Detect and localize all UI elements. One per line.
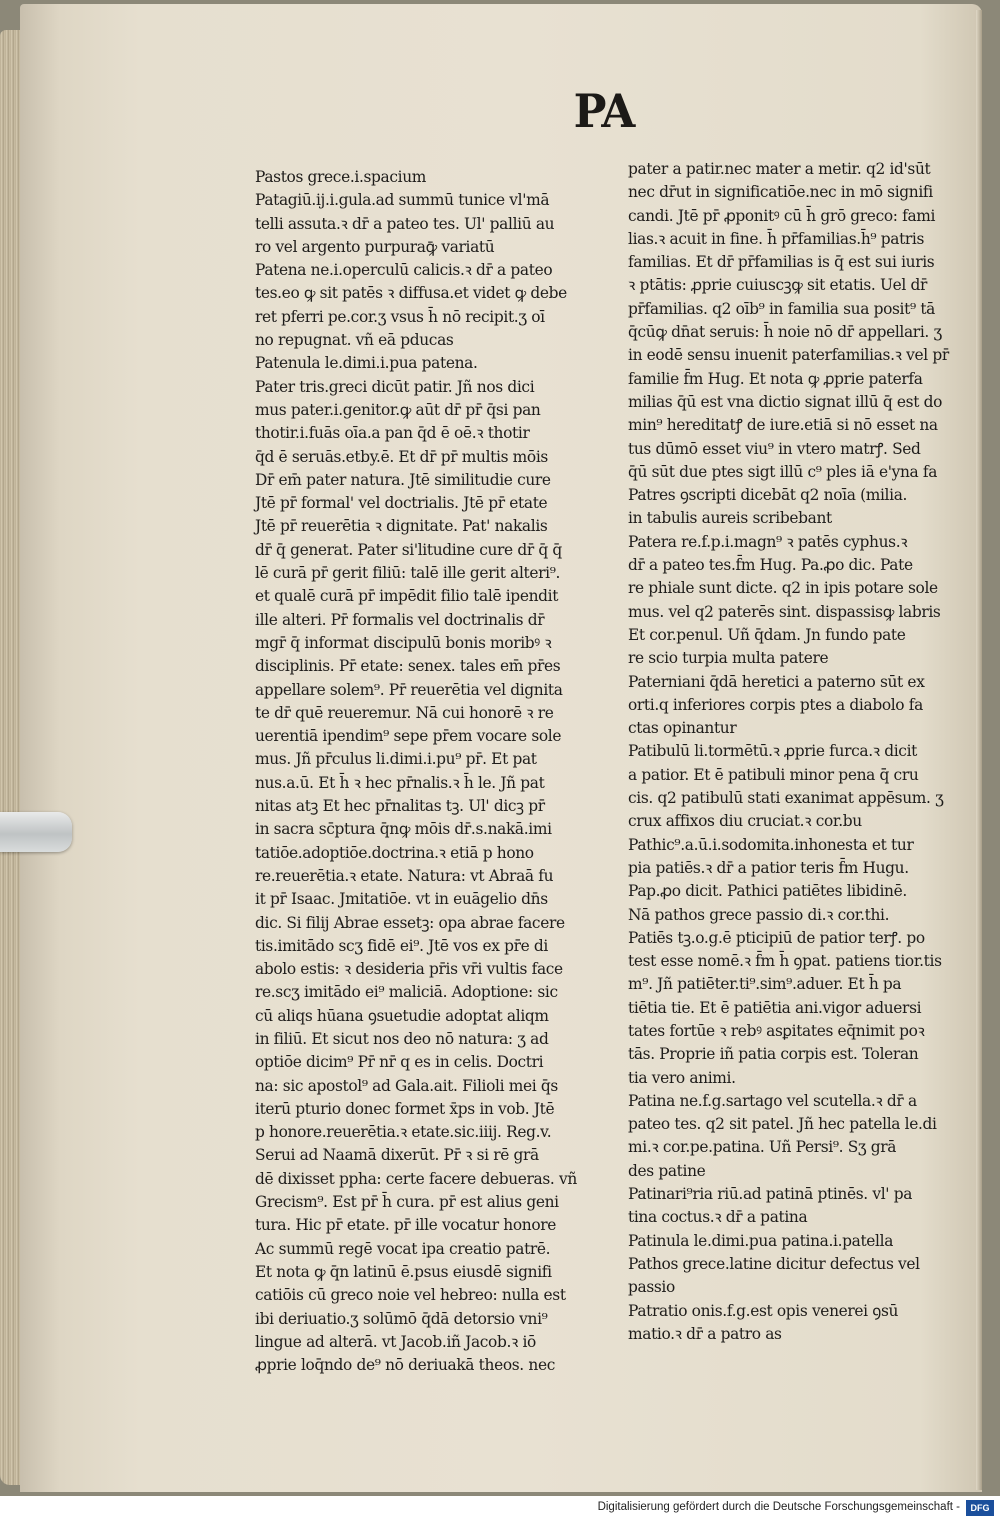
- text-line: familie f̄m Hug. Et nota ꝙ ꝓprie paterfa: [628, 369, 923, 388]
- text-line: it pr̄ Isaac. Jmitatiōe. vt in euāgelio dn̄s: [255, 890, 548, 909]
- text-line: Pastos grece.i.spacium: [255, 168, 427, 186]
- left-text-column: [255, 166, 625, 1377]
- text-line: abolo estis: ꝛ desideria pr̄is vr̄i vultis face: [255, 960, 563, 979]
- text-line: appellare solem⁹. Pr̄ reuerētia vel dignita: [255, 680, 563, 699]
- dfg-logo: DFG: [966, 1500, 994, 1516]
- footer-bar: [0, 1496, 1000, 1522]
- text-line: Serui ad Naamā dixerūt. Pr̄ ꝛ si rē grā: [255, 1146, 539, 1165]
- text-line: tura. Hic pr̄ etate. pr̄ ille vocatur honore: [255, 1216, 557, 1235]
- text-line: Patres ꝯscripti dicebāt q2 noīa (milia.: [628, 486, 908, 505]
- text-line: nec dr̄ut in significatiōe.nec in mō signifi: [628, 183, 933, 202]
- text-line: Patera re.f.p.i.magn⁹ ꝛ patēs cyphus.ꝛ: [628, 532, 908, 551]
- text-line: re scio turpia multa patere: [628, 649, 829, 668]
- text-line: pateo tes. q2 sit patel. Jñ hec patella le.di: [628, 1115, 937, 1134]
- text-line: pr̄familias. q2 oīb⁹ in familia sua posit⁹ tā: [628, 299, 935, 318]
- text-line: q̄cūꝙ dn̄at seruis: h̄ noie nō dr̄ appellari. ʒ: [628, 323, 942, 342]
- text-line: pia patiēs.ꝛ dr̄ a patior teris f̄m Hugu.: [628, 858, 909, 877]
- text-line: dē dixisset ppha: certe facere debueras. vñ: [255, 1169, 577, 1188]
- text-line: Patratio onis.f.g.est opis venerei ꝯsū: [628, 1301, 899, 1320]
- text-line: lingue ad alterā. vt Jacob.iñ Jacob.ꝛ iō: [255, 1332, 536, 1351]
- text-line: mi.ꝛ cor.pe.patina. Uñ Persi⁹. Sʒ grā: [628, 1138, 897, 1157]
- text-line: nitas atꝫ Et hec pr̄nalitas tꝫ. Ul' dicꝫ pr̄: [255, 797, 545, 816]
- text-line: re phiale sunt dicte. q2 in ipis potare sole: [628, 579, 938, 598]
- text-line: candi. Jtē pr̄ ꝓponitꝰ cū h̄ grō greco: fami: [628, 206, 936, 225]
- text-line: Pathic⁹.a.ū.i.sodomita.inhonesta et tur: [628, 835, 914, 854]
- text-line: Pater tris.greci dicūt patir. Jñ nos dici: [255, 377, 535, 396]
- text-line: lias.ꝛ acuit in fine. h̄ pr̄familias.h̄⁹ patris: [628, 229, 925, 248]
- text-line: iterū pturio donec formet x̄ps in vob. Jtē: [255, 1099, 555, 1118]
- text-line: Patina ne.f.g.sartago vel scutella.ꝛ dr̄ a: [628, 1091, 917, 1110]
- text-line: Pathos grece.latine dicitur defectus vel: [628, 1254, 920, 1273]
- text-line: matio.ꝛ dr̄ a patro as: [628, 1324, 782, 1343]
- text-line: et qualē curā pr̄ impēdit filio talē ipendit: [255, 587, 559, 606]
- text-line: disciplinis. Pr̄ etate: senex. tales em̄ pr̄es: [255, 657, 561, 676]
- text-line: cis. q2 patibulū stati exanimat appēsum. ʒ: [628, 789, 944, 808]
- text-line: in sacra sc̄ptura q̄nꝙ mōis dr̄.s.nakā.imi: [255, 820, 552, 839]
- page-clip: [0, 812, 72, 852]
- text-line: mgr̄ q̄ informat discipulū bonis moribꝰ ꝛ: [255, 633, 552, 652]
- text-line: orti.q inferiores corpis ptes a diabolo fa: [628, 695, 923, 714]
- text-line: re.scʒ imitādo ei⁹ maliciā. Adoptione: sic: [255, 983, 558, 1002]
- text-line: dr̄ a pateo tes.f̄m Hug. Pa.ꝓo dic. Pate: [628, 556, 913, 575]
- text-line: tatiōe.adoptiōe.doctrina.ꝛ etiā p hono: [255, 843, 534, 862]
- text-line: dr̄ q̄ generat. Pater si'litudine cure dr̄ q̄ q̄: [255, 540, 562, 559]
- text-line: Et nota ꝙ q̄n latinū ē.psus eiusdē signifi: [255, 1262, 552, 1281]
- text-line: Nā pathos grece passio di.ꝛ cor.thi.: [628, 905, 890, 924]
- text-line: m⁹. Jñ patiēter.ti⁹.sim⁹.aduer. Et h̄ pa: [628, 975, 902, 994]
- text-line: uerentiā ipendim⁹ sepe pr̄em vocare sole: [255, 727, 562, 746]
- text-line: ille alteri. Pr̄ formalis vel doctrinalis dr̄: [255, 610, 545, 629]
- text-line: mus pater.i.genitor.ꝙ aūt dr̄ pr̄ q̄si pan: [255, 400, 541, 419]
- text-line: te dr̄ quē reueremur. Nā cui honorē ꝛ re: [255, 703, 554, 722]
- text-line: ibi deriuatio.ʒ solūmō q̄dā detorsio vni⁹: [255, 1309, 548, 1328]
- text-line: tes.eo ꝙ sit patēs ꝛ diffusa.et videt ꝙ debe: [255, 284, 567, 303]
- text-line: in filiū. Et sicut nos deo nō natura: ʒ ad: [255, 1029, 549, 1048]
- text-line: Paterniani q̄dā heretici a paterno sūt ex: [628, 672, 925, 691]
- text-line: p honore.reuerētia.ꝛ etate.sic.iiij. Reg.v.: [255, 1123, 552, 1142]
- text-line: catiōis cū greco noie vel hebreo: nulla est: [255, 1286, 566, 1305]
- text-line: familias. Et dr̄ pr̄familias is q̄ est sui iuris: [628, 253, 935, 272]
- text-line: milias q̄ū est vna dictio signat illū q̄ est do: [628, 392, 943, 411]
- text-line: tia vero animi.: [628, 1068, 736, 1087]
- text-line: in eodē sensu inuenit paterfamilias.ꝛ vel pr̄: [628, 346, 949, 365]
- text-line: q̄ū sūt due ptes sigt illū c⁹ ples iā e'yna fa: [628, 462, 938, 481]
- text-line: Dr̄ em̄ pater natura. Jtē similitudie cure: [255, 470, 551, 489]
- text-line: dic. Si filij Abrae essetꝫ: opa abrae facere: [255, 913, 565, 932]
- text-line: ro vel argento purpuraꝙ̄ variatū: [255, 237, 495, 256]
- text-line: optiōe dicim⁹ Pr̄ nr̄ q es in celis. Doctri: [255, 1053, 544, 1072]
- text-line: Pap.ꝓo dicit. Pathici patiētes libidinē.: [628, 882, 907, 901]
- text-line: tates fortūe ꝛ rebꝰ asꝑitates eq̄nimit poꝛ: [628, 1021, 925, 1040]
- text-line: tiētia tie. Et ē patiētia ani.vigor aduersi: [628, 998, 922, 1017]
- text-line: lē curā pr̄ gerit filiū: talē ille gerit alteri⁹.: [255, 564, 561, 583]
- text-line: in tabulis aureis scribebant: [628, 509, 832, 528]
- text-line: Patinula le.dimi.pua patina.i.patella: [628, 1231, 894, 1250]
- text-line: tās. Proprie iñ patia corpis est. Toleran: [628, 1045, 919, 1064]
- text-line: Et cor.penul. Uñ q̄dam. Jn fundo pate: [628, 625, 906, 644]
- text-line: cū aliqs hūana ꝯsuetudie adoptat aliqm: [255, 1006, 549, 1025]
- text-line: pater a patir.nec mater a metir. q2 id'sūt: [628, 160, 931, 178]
- text-line: Ac summū regē vocat ipa creatio patrē.: [255, 1239, 551, 1258]
- funding-notice: Digitalisierung gefördert durch die Deutsche Forschungsgemeinschaft -: [597, 1501, 960, 1513]
- text-line: Patena ne.i.operculū calicis.ꝛ dr̄ a pateo: [255, 261, 553, 280]
- text-line: thotir.i.fuās oīa.a pan q̄d ē oē.ꝛ thotir: [255, 424, 530, 443]
- text-line: q̄d ē seruās.etby.ē. Et dr̄ pr̄ multis mōis: [255, 447, 548, 466]
- text-line: telli assuta.ꝛ dr̄ a pateo tes. Ul' palliū au: [255, 214, 555, 233]
- text-line: Patinari⁹ria riū.ad patinā ptinēs. vl' pa: [628, 1185, 913, 1204]
- text-line: Patibulū li.tormētū.ꝛ ꝓprie furca.ꝛ dicit: [628, 742, 917, 761]
- text-line: mus. vel q2 paterēs sint. dispassisꝙ labris: [628, 602, 941, 621]
- text-line: Jtē pr̄ reuerētia ꝛ dignitate. Pat' nakalis: [255, 517, 548, 536]
- right-text-column: [628, 158, 980, 1346]
- text-line: a patior. Et ē patibuli minor pena q̄̄ cru: [628, 765, 919, 784]
- text-line: des patine: [628, 1161, 706, 1180]
- text-line: no repugnat. vñ eā pducas: [255, 331, 454, 350]
- text-line: na: sic apostol⁹ ad Gala.ait. Filioli mei q̄s: [255, 1076, 558, 1095]
- text-line: tina coctus.ꝛ dr̄ a patina: [628, 1208, 808, 1227]
- text-line: Jtē pr̄ formal' vel doctrialis. Jtē pr̄ etate: [255, 494, 548, 513]
- text-line: nus.a.ū. Et h̄ ꝛ hec pr̄nalis.ꝛ h̄ le. Jñ pat: [255, 773, 545, 792]
- text-line: Patiēs tꝫ.o.g.ē pticipiū de patior terꝭ. po: [628, 928, 925, 947]
- text-line: ꝓprie loq̄ndo de⁹ nō deriuakā theos. nec: [255, 1356, 555, 1375]
- text-line: ctas opinantur: [628, 719, 737, 738]
- text-line: mus. Jñ pr̄culus li.dimi.i.pu⁹ pr̄. Et pat: [255, 750, 537, 769]
- running-head: PA: [573, 84, 634, 138]
- text-line: Patenula le.dimi.i.pua patena.: [255, 354, 478, 373]
- text-line: passio: [628, 1278, 675, 1297]
- text-line: ꝛ ptātis: ꝓprie cuiuscꝫꝙ sit etatis. Uel dr̄: [628, 276, 928, 295]
- text-line: crux affixos diu cruciat.ꝛ cor.bu: [628, 812, 862, 831]
- text-line: Grecism⁹. Est pr̄ h̄ cura. pr̄ est alius geni: [255, 1193, 559, 1212]
- text-line: tus dūmō esset viu⁹ in vtero matrꝭ. Sed: [628, 439, 921, 458]
- text-line: Patagiū.ij.i.gula.ad summū tunice vl'mā: [255, 191, 550, 210]
- text-line: re.reuerētia.ꝛ etate. Natura: vt Abraā fu: [255, 866, 554, 885]
- text-line: min⁹ hereditatꝭ de iure.etiā si nō esset na: [628, 416, 938, 435]
- text-line: tis.imitādo scʒ fidē ei⁹. Jtē vos ex pr̄e di: [255, 936, 548, 955]
- text-line: test esse nomē.ꝛ f̄m h̄ ꝯpat. patiens tior.tis: [628, 952, 942, 971]
- text-line: ret pferri pe.cor.ʒ vsus h̄ nō recipit.ʒ oī: [255, 307, 545, 326]
